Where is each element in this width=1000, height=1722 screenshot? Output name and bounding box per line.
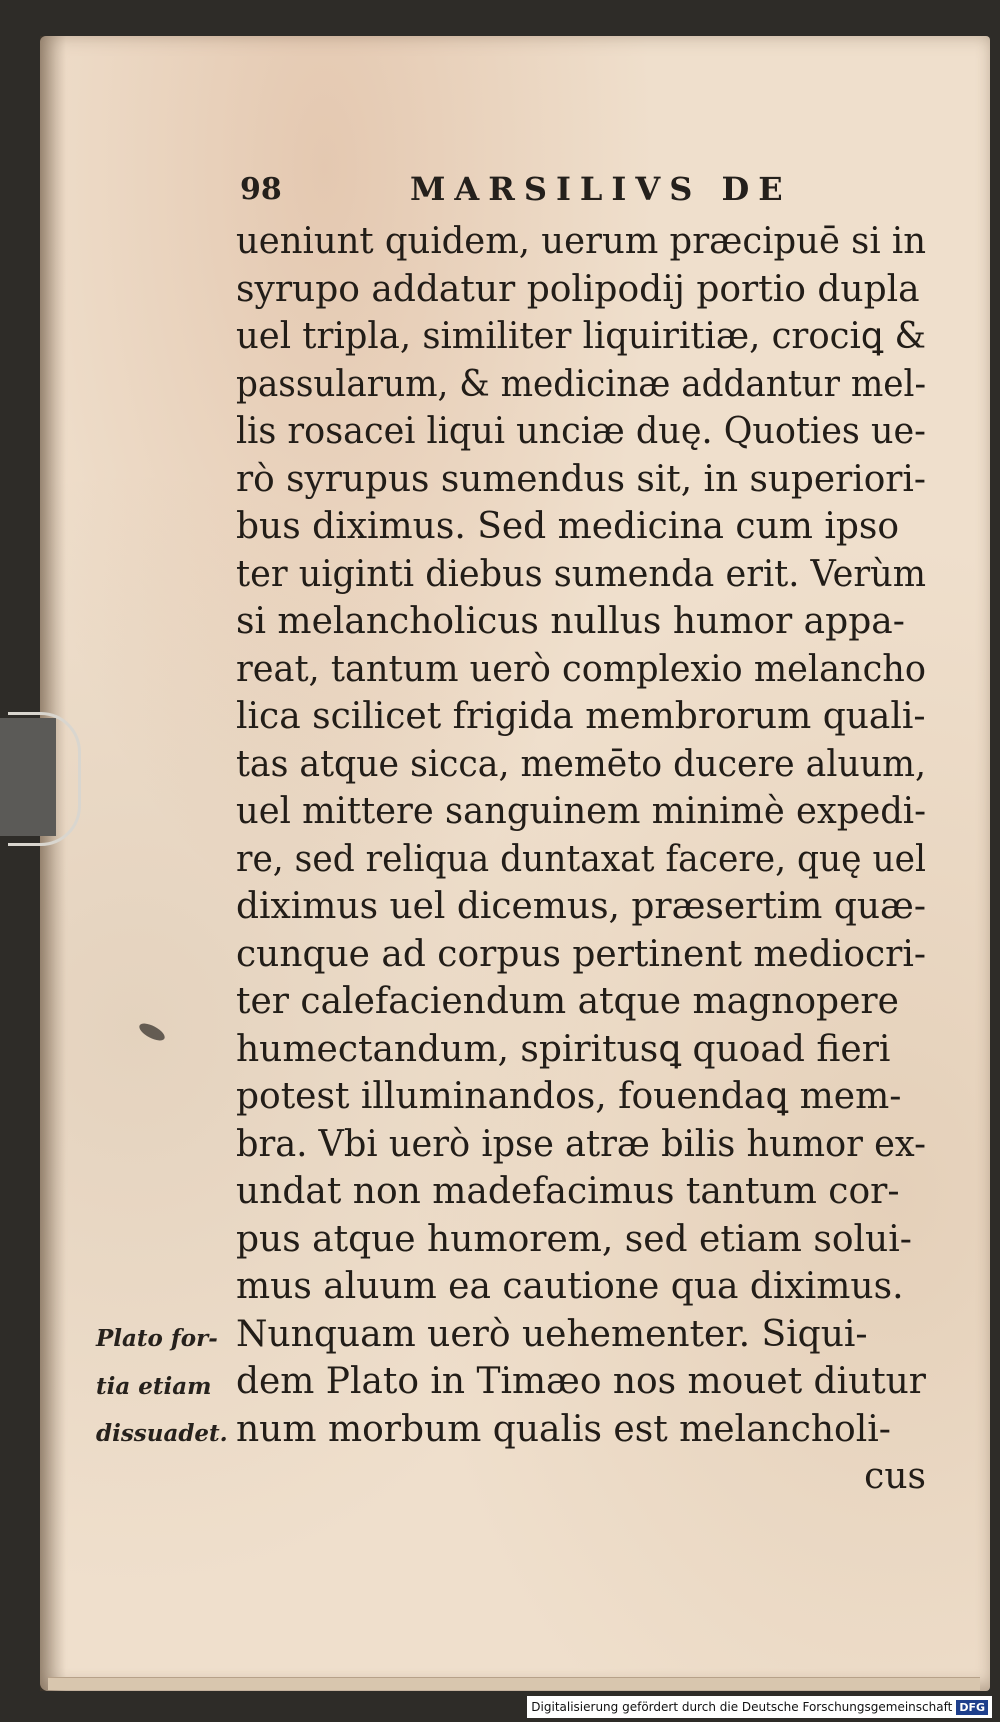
digitization-footer (527, 1696, 992, 1718)
text-line (236, 978, 936, 1026)
text-line (236, 1358, 936, 1406)
text-line-content: num morbum qualis est melancholi- (236, 1408, 891, 1450)
text-line-content: lis rosacei liqui unciæ duę. Quoties ue- (236, 411, 926, 452)
text-line (236, 1026, 936, 1074)
text-line (236, 693, 936, 741)
page-edge (48, 1677, 980, 1690)
dfg-logo: DFG (956, 1700, 988, 1715)
text-line (236, 503, 936, 551)
text-line (236, 883, 936, 931)
footer-text: Digitalisierung gefördert durch die Deutsche Forschungsgemeinschaft (531, 1700, 953, 1714)
text-line (236, 836, 936, 884)
text-line (236, 218, 936, 266)
text-line-content: syrupo addatur polipodij portio dupla (236, 268, 920, 310)
page-clip (0, 712, 82, 846)
text-line-content: uel tripla, similiter liquiritiæ, crociꝗ & (236, 316, 926, 357)
text-line-content: diximus uel dicemus, præsertim quæ- (236, 886, 926, 927)
text-line-content: mus aluum ea cautione qua diximus. (236, 1266, 904, 1307)
text-line-content: re, sed reliqua duntaxat facere, quę uel (236, 838, 926, 880)
text-line-content: reat, tantum uerò complexio melancho (236, 648, 926, 690)
text-line (236, 266, 936, 314)
text-line-content: potest illuminandos, fouendaꝗ mem- (236, 1076, 902, 1117)
text-line (236, 931, 936, 979)
text-line-content: humectandum, spiritusꝗ quoad fieri (236, 1028, 891, 1070)
text-line-content: si melancholicus nullus humor appa- (236, 601, 905, 642)
text-line (236, 741, 936, 789)
text-line (236, 1216, 936, 1264)
running-head (240, 168, 840, 212)
text-line (236, 1263, 936, 1311)
text-line (236, 1453, 936, 1501)
text-line-content: ter calefaciendum atque magnopere (236, 981, 899, 1022)
body-text (236, 218, 936, 1501)
text-line (236, 456, 936, 504)
marginal-note (96, 1315, 236, 1458)
text-line (236, 551, 936, 599)
text-line (236, 361, 936, 409)
text-line-content: cunque ad corpus pertinent mediocri- (236, 933, 926, 975)
text-line-content: bra. Vbi uerò ipse atræ bilis humor ex- (236, 1123, 926, 1165)
text-line (236, 408, 936, 456)
text-line-content: lica scilicet frigida membrorum quali- (236, 696, 926, 737)
text-line-content: pus atque humorem, sed etiam solui- (236, 1218, 912, 1260)
text-line (236, 1121, 936, 1169)
marginal-note-line: tia etiam (96, 1372, 212, 1400)
text-line-content: bus diximus. Sed medicina cum ipso (236, 506, 900, 547)
text-line-content: uel mittere sanguinem minimè expedi- (236, 791, 926, 832)
text-line-content: Nunquam uerò uehementer. Siqui- (236, 1313, 868, 1355)
text-line-content: tas atque sicca, memēto ducere aluum, (236, 743, 926, 785)
text-line (236, 598, 936, 646)
text-line-content: ueniunt quidem, uerum præcipuē si in (236, 221, 926, 262)
text-line (236, 1168, 936, 1216)
text-line (236, 646, 936, 694)
text-line-content: passularum, & medicinæ addantur mel- (236, 363, 926, 405)
running-head-title: MARSILIVS DE (410, 170, 792, 208)
text-line-content: rò syrupus sumendus sit, in superiori- (236, 458, 926, 500)
text-line (236, 1073, 936, 1121)
marginal-note-line: Plato for- (96, 1325, 218, 1352)
text-line (236, 313, 936, 361)
text-line-content: ter uiginti diebus sumenda erit. Verùm (236, 553, 926, 595)
clip-loop (8, 712, 81, 846)
text-line-content: dem Plato in Timæo nos mouet diutur (236, 1361, 926, 1402)
text-line (236, 788, 936, 836)
marginal-note-line: dissuadet. (96, 1420, 228, 1447)
text-line (236, 1406, 936, 1454)
text-line-content: cus (864, 1456, 926, 1497)
page-number: 98 (240, 172, 282, 207)
spine-shadow (40, 36, 66, 1691)
text-line (236, 1311, 936, 1359)
text-line-content: undat non madefacimus tantum cor- (236, 1171, 900, 1212)
